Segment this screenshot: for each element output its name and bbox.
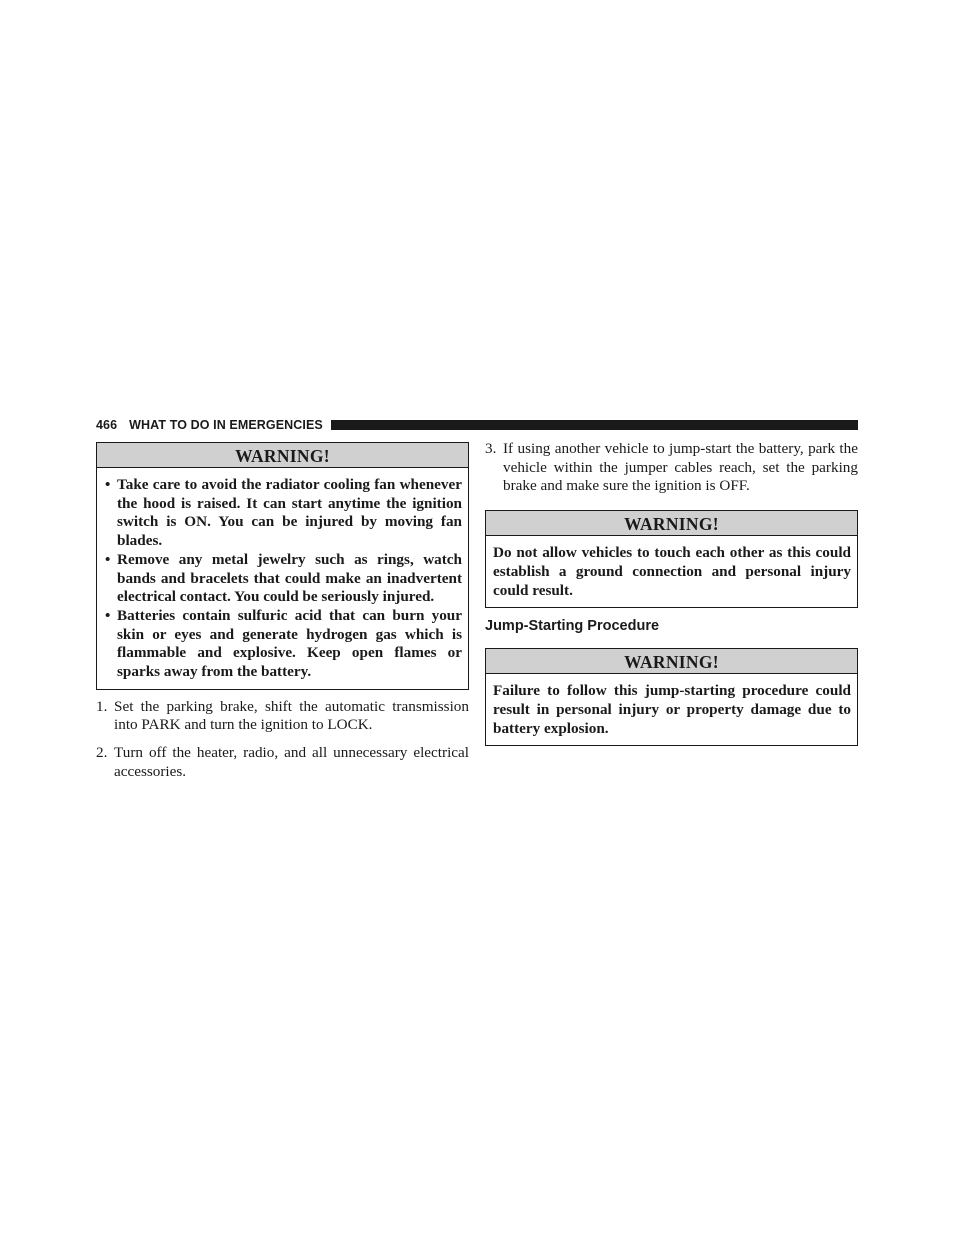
warning-box-vehicle-contact [485, 510, 858, 608]
step-number: 1. [96, 697, 108, 715]
warning-bullet-text: Batteries contain sulfuric acid that can burn your skin or eyes and generate hydrogen gas which is flammable and explosive. Keep open flames or sparks away from the battery. [117, 606, 462, 681]
left-column [96, 442, 469, 782]
step-item [96, 698, 469, 735]
steps-list-right [485, 440, 858, 496]
bullet-icon: • [105, 476, 111, 493]
warning-title: WARNING! [486, 511, 857, 536]
step-number: 2. [96, 744, 108, 762]
step-item [96, 744, 469, 781]
warning-box-battery-safety [96, 442, 469, 690]
bullet-icon: • [105, 606, 111, 624]
step-text: If using another vehicle to jump-start the battery, park the vehicle within the jumper cables reach, set the parking brake and make sure the ignition is OFF. [503, 440, 858, 495]
section-subheading: Jump-Starting Procedure [485, 618, 660, 635]
page-header [96, 416, 858, 434]
warning-bullet-text: Take care to avoid the radiator cooling fan whenever the hood is raised. It can start anytime the ignition switch is ON. You can be injured by moving fan blades. [117, 476, 462, 550]
warning-body: Do not allow vehicles to touch each other as this could establish a ground connection and personal injury could result. [493, 544, 851, 599]
warning-title: WARNING! [486, 649, 857, 674]
step-text: Set the parking brake, shift the automatic transmission into PARK and turn the ignition to LOCK. [114, 697, 469, 734]
steps-list-left [96, 698, 469, 782]
warning-bullet [105, 550, 462, 607]
step-text: Turn off the heater, radio, and all unnecessary electrical accessories. [114, 744, 469, 780]
warning-bullet [105, 606, 462, 682]
step-item [485, 440, 858, 496]
page-number: 466 [96, 418, 118, 432]
warning-title: WARNING! [97, 443, 468, 468]
right-column [485, 440, 858, 746]
warning-box-procedure [485, 648, 858, 746]
bullet-icon: • [105, 550, 111, 568]
warning-body [97, 468, 468, 689]
warning-bullet-text: Remove any metal jewelry such as rings, watch bands and bracelets that could make an inadvertent electrical contact. You could be seriously injured. [117, 550, 462, 606]
warning-bullet-list [104, 476, 462, 682]
warning-bullet [105, 476, 462, 551]
step-number: 3. [485, 440, 497, 457]
header-rule [331, 420, 858, 430]
warning-body: Failure to follow this jump-starting procedure could result in personal injury or property damage due to battery explosion. [493, 682, 851, 737]
section-title: WHAT TO DO IN EMERGENCIES [129, 418, 323, 432]
